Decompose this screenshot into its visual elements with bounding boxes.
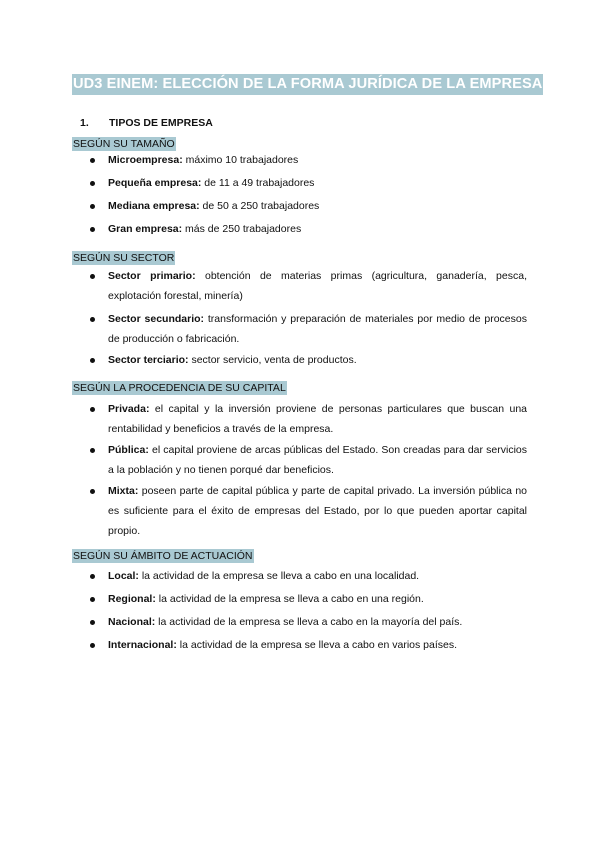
item-term: Sector primario: — [108, 270, 196, 282]
bullet-icon — [90, 181, 95, 186]
bullet-icon — [90, 358, 95, 363]
list-item — [108, 219, 527, 239]
section-heading — [80, 117, 213, 129]
list-item — [108, 635, 527, 655]
list-item — [108, 196, 527, 216]
item-term: Gran empresa: — [108, 223, 183, 235]
item-term: Nacional: — [108, 616, 156, 628]
bullet-icon — [90, 227, 95, 232]
item-text: de 11 a 49 trabajadores — [201, 177, 315, 189]
bullet-icon — [90, 274, 95, 279]
item-text: la actividad de la empresa se lleva a cabo en varios países. — [176, 639, 458, 651]
section-label-scope: SEGÚN SU ÁMBITO DE ACTUACIÓN — [73, 550, 253, 562]
list-item — [108, 266, 527, 306]
bullet-icon — [90, 317, 95, 322]
page-title: UD3 EINEM: ELECCIÓN DE LA FORMA JURÍDICA DE LA EMPRESA — [72, 74, 543, 95]
item-term: Microempresa: — [108, 154, 183, 166]
bullet-icon — [90, 407, 95, 412]
heading-number: 1. — [80, 117, 89, 129]
item-term: Local: — [108, 570, 139, 582]
bullet-icon — [90, 620, 95, 625]
list-item — [108, 481, 527, 541]
item-term: Sector terciario: — [108, 354, 189, 366]
item-text: la actividad de la empresa se lleva a cabo en una región. — [155, 593, 424, 605]
item-text: más de 250 trabajadores — [182, 223, 302, 235]
list-item — [108, 440, 527, 480]
item-term: Pequeña empresa: — [108, 177, 202, 189]
list-item — [108, 399, 527, 439]
list-item — [108, 173, 527, 193]
bullet-icon — [90, 158, 95, 163]
item-term: Regional: — [108, 593, 156, 605]
item-term: Internacional: — [108, 639, 177, 651]
item-text: poseen parte de capital pública y parte de capital privado. La inversión pública no es suficiente para el éxito de empresas del Estado, por lo que pueden aportar capital propio. — [108, 485, 527, 537]
item-text: el capital y la inversión proviene de personas particulares que buscan una rentabilidad y beneficios a través de la empresa. — [108, 403, 527, 435]
item-term: Sector secundario: — [108, 313, 205, 325]
heading-text: TIPOS DE EMPRESA — [109, 117, 213, 129]
list-item — [108, 350, 527, 370]
list-item — [108, 566, 527, 586]
list-item — [108, 309, 527, 349]
item-text: transformación y preparación de materiales por medio de procesos de producción o fabricación. — [108, 313, 527, 345]
section-label-sector: SEGÚN SU SECTOR — [73, 252, 175, 264]
list-item — [108, 612, 527, 632]
item-text: de 50 a 250 trabajadores — [199, 200, 320, 212]
item-term: Privada: — [108, 403, 150, 415]
bullet-icon — [90, 574, 95, 579]
item-text: la actividad de la empresa se lleva a cabo en la mayoría del país. — [155, 616, 463, 628]
item-term: Mediana empresa: — [108, 200, 200, 212]
item-term: Pública: — [108, 444, 149, 456]
section-label-capital: SEGÚN LA PROCEDENCIA DE SU CAPITAL — [73, 382, 286, 394]
bullet-icon — [90, 204, 95, 209]
list-item — [108, 150, 527, 170]
bullet-icon — [90, 489, 95, 494]
section-label-size: SEGÚN SU TAMAÑO — [73, 138, 175, 150]
item-text: el capital proviene de arcas públicas del Estado. Son creadas para dar servicios a la población y no tienen porqué dar beneficios. — [108, 444, 527, 476]
item-text: máximo 10 trabajadores — [182, 154, 299, 166]
item-text: sector servicio, venta de productos. — [188, 354, 357, 366]
bullet-icon — [90, 448, 95, 453]
item-term: Mixta: — [108, 485, 139, 497]
item-text: obtención de materias primas (agricultura, ganadería, pesca, explotación forestal, minería) — [108, 270, 527, 302]
list-item — [108, 589, 527, 609]
item-text: la actividad de la empresa se lleva a cabo en una localidad. — [138, 570, 420, 582]
bullet-icon — [90, 643, 95, 648]
bullet-icon — [90, 597, 95, 602]
